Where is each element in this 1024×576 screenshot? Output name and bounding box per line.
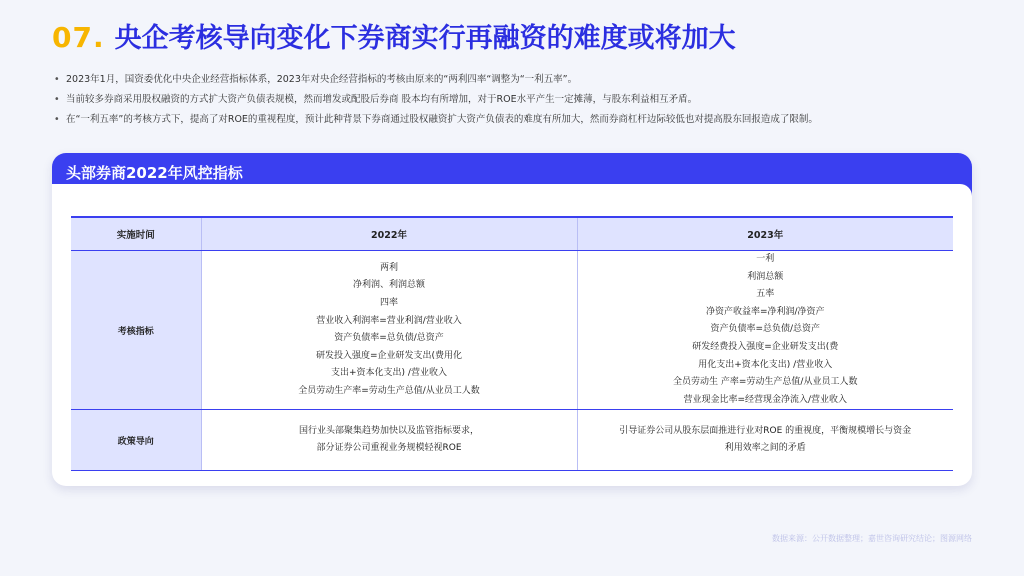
- table-row-policy: [71, 410, 953, 471]
- cell-line: 研发投入强度=企业研发支出(费用化: [315, 350, 463, 361]
- cell-line: 营业收入利润率=营业利润/营业收入: [316, 315, 462, 326]
- cell-line: 两利: [379, 262, 398, 273]
- cell-line: 资产负债率=总负债/总资产: [710, 324, 821, 335]
- cell-line: 引导证券公司从股东层面推进行业对ROE 的重视度，平衡规模增长与资金: [619, 425, 912, 436]
- bullet-item: • 在“一利五率”的考核方式下，提高了对ROE的重视程度，预计此种背景下券商通过股权融资扩大资产负债表的难度有所加大，然而券商杠杆边际较低也对提高股东回报造成了限制。: [52, 110, 982, 130]
- header-2023: 2023年: [577, 217, 953, 251]
- cell-line: 用化支出+资本化支出) /营业收入: [698, 359, 833, 370]
- cell-line: 支出+资本化支出) /营业收入: [331, 368, 447, 379]
- cell-line: 五率: [756, 289, 775, 300]
- cell-2022-assessment: [201, 251, 577, 410]
- cell-2023-policy: [577, 410, 953, 471]
- cell-line: 部分证券公司重视业务规模轻视ROE: [316, 443, 462, 454]
- bullet-item: • 当前较多券商采用股权融资的方式扩大资产负债表规模，然而增发或配股后券商 股本均有所增加，对于ROE水平产生一定摊薄，与股东利益相互矛盾。: [52, 90, 982, 110]
- panel-header: [52, 153, 972, 196]
- cell-line: 净利润、利润总额: [352, 280, 425, 291]
- cell-line: 一利: [756, 254, 775, 264]
- cell-line: 净资产收益率=净利润/净资产: [705, 306, 825, 317]
- panel-title: 头部券商2022年风控指标: [66, 164, 243, 182]
- cell-line: 营业现金比率=经营现金净流入/营业收入: [683, 394, 848, 405]
- cell-line: 资产负债率=总负债/总资产: [334, 333, 444, 344]
- header-2022: 2022年: [201, 217, 577, 251]
- cell-line: 利润总额: [747, 271, 784, 282]
- row-label: 考核指标: [71, 251, 201, 410]
- page-title: [52, 16, 736, 55]
- cell-line: 全员劳动生 产率=劳动生产总值/从业员工人数: [673, 377, 858, 388]
- bullet-list: [52, 70, 982, 130]
- table-row-assessment: [71, 251, 953, 410]
- source-note: 数据来源：公开数据整理；嘉世咨询研究结论；图源网络: [772, 534, 972, 543]
- bullet-item: • 2023年1月，国资委优化中央企业经营指标体系，2023年对央企经营指标的考核由原来的“两利四率“调整为“一利五率”。: [52, 70, 982, 90]
- row-label: 政策导向: [71, 410, 201, 471]
- title-text: 央企考核导向变化下券商实行再融资的难度或将加大: [114, 23, 736, 54]
- indicator-table: [71, 216, 953, 471]
- cell-line: 四率: [379, 297, 398, 308]
- cell-line: 利用效率之间的矛盾: [724, 443, 806, 454]
- title-number: 07.: [52, 21, 105, 54]
- indicator-panel: [52, 153, 972, 486]
- cell-line: 研发经费投入强度=企业研发支出(费: [692, 341, 839, 352]
- cell-line: 国行业头部聚集趋势加快以及监管指标要求，: [298, 425, 479, 436]
- cell-2022-policy: [201, 410, 577, 471]
- cell-line: 全员劳动生产率=劳动生产总值/从业员工人数: [298, 385, 480, 396]
- cell-2023-assessment: [577, 251, 953, 410]
- table-header-row: [71, 217, 953, 251]
- header-time: 实施时间: [71, 217, 201, 251]
